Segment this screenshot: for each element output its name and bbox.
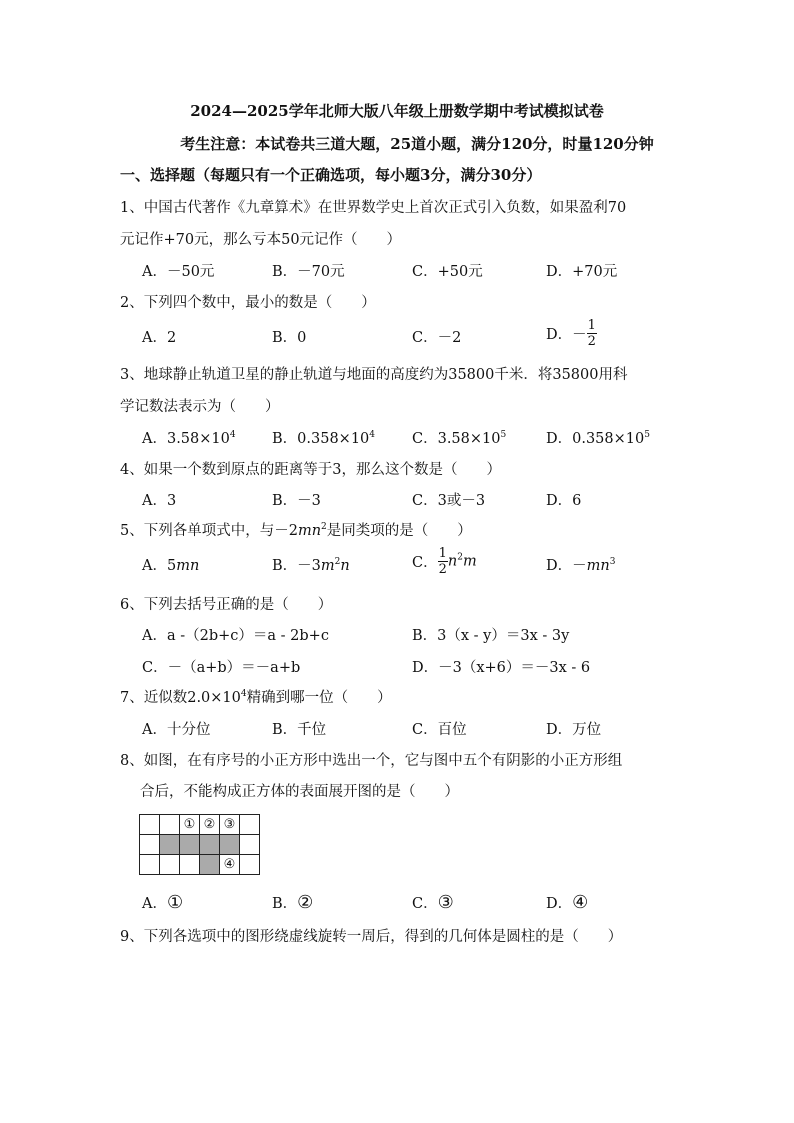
q5-option-b: B．$-3m^2n$ (272, 557, 350, 574)
grid-cell-2: ② (200, 815, 220, 835)
grid-cell-4: ④ (220, 855, 240, 875)
fraction: $\frac{1}{2}$ (587, 318, 596, 349)
q1-option-d: D．+70元 (546, 264, 618, 280)
q3-stem-line1: 3、地球静止轨道卫星的静止轨道与地面的高度约为35800千米．将35800用科 (120, 367, 628, 383)
grid-cell (160, 855, 180, 875)
q5-option-d: D．$-mn^3$ (546, 557, 616, 574)
q4-option-a: A．3 (142, 493, 177, 509)
exam-notice: 考生注意：本试卷共三道大题，25道小题，满分120分，时量120分钟 (180, 135, 654, 153)
grid-cell (140, 855, 160, 875)
q8-figure-grid (139, 814, 260, 875)
q7-option-a: A．十分位 (142, 722, 211, 738)
q5-stem: 5、下列各单项式中，与$-2mn^2$是同类项的是（ ） (120, 522, 472, 539)
q5-option-c: C． $\frac{1}{2}$ $n^2m$ (412, 546, 477, 577)
q5-option-a: A．5mn (142, 558, 200, 574)
q2-option-a: A．2 (142, 330, 177, 346)
q6-option-a: A．a -（2b+c）＝a - 2b+c (142, 628, 329, 644)
grid-cell-3: ③ (220, 815, 240, 835)
grid-cell (180, 855, 200, 875)
q3-stem-line2: 学记数法表示为（ ） (120, 399, 280, 415)
grid-cell-shaded (200, 835, 220, 855)
q4-option-b: B．－3 (272, 493, 321, 509)
grid-cell-shaded (200, 855, 220, 875)
q8-option-b: B．② (272, 892, 314, 913)
grid-cell-shaded (220, 835, 240, 855)
q2-option-b: B．0 (272, 330, 307, 346)
q6-option-b: B．3（x - y）＝3x - 3y (412, 628, 570, 644)
q8-option-c: C．③ (412, 892, 454, 913)
grid-cell (140, 835, 160, 855)
grid-cell (240, 855, 260, 875)
q8-option-d: D．④ (546, 892, 589, 913)
section-heading: 一、选择题（每题只有一个正确选项，每小题3分，满分30分） (120, 166, 542, 184)
q4-option-c: C．3或－3 (412, 493, 486, 509)
q4-option-d: D．6 (546, 493, 582, 509)
q1-option-c: C．+50元 (412, 264, 483, 280)
q6-stem: 6、下列去括号正确的是（ ） (120, 597, 333, 613)
q2-option-d: D．－ $\frac{1}{2}$ (546, 318, 596, 349)
q2-stem: 2、下列四个数中，最小的数是（ ） (120, 295, 376, 311)
q1-option-a: A．－50元 (142, 264, 215, 280)
q9-stem: 9、下列各选项中的图形绕虚线旋转一周后，得到的几何体是圆柱的是（ ） (120, 929, 623, 945)
q8-stem-line1: 8、如图，在有序号的小正方形中选出一个，它与图中五个有阴影的小正方形组 (120, 753, 623, 769)
q7-option-b: B．千位 (272, 722, 327, 738)
q3-option-a: A．$3.58\times 10^4$ (142, 430, 236, 447)
q3-option-c: C．$3.58\times 10^5$ (412, 430, 507, 447)
exam-title: 2024—2025学年北师大版八年级上册数学期中考试模拟试卷 (190, 102, 604, 120)
q7-stem: 7、近似数$2.0\times 10^4$精确到哪一位（ ） (120, 689, 392, 706)
grid-cell-1: ① (180, 815, 200, 835)
q3-option-b: B．$0.358\times 10^4$ (272, 430, 376, 447)
q6-option-c: C．－（a+b）＝－a+b (142, 660, 301, 676)
q8-option-a: A．① (142, 892, 184, 913)
q7-option-d: D．万位 (546, 722, 602, 738)
q1-option-b: B．－70元 (272, 264, 345, 280)
grid-cell (240, 835, 260, 855)
q3-option-d: D．$0.358\times 10^5$ (546, 430, 650, 447)
q6-option-d: D．－3（x+6）＝－3x - 6 (412, 660, 591, 676)
q1-stem-line2: 元记作+70元，那么亏本50元记作（ ） (120, 232, 402, 248)
grid-cell-shaded (160, 835, 180, 855)
q2-option-c: C．－2 (412, 330, 462, 346)
q1-stem-line1: 1、中国古代著作《九章算术》在世界数学史上首次正式引入负数，如果盈利70 (120, 200, 627, 216)
grid-cell (240, 815, 260, 835)
q7-option-c: C．百位 (412, 722, 467, 738)
grid-cell-shaded (180, 835, 200, 855)
grid-cell (160, 815, 180, 835)
q4-stem: 4、如果一个数到原点的距离等于3，那么这个数是（ ） (120, 462, 501, 478)
grid-cell (140, 815, 160, 835)
fraction: $\frac{1}{2}$ (438, 546, 447, 577)
q8-stem-line2: 合后，不能构成正方体的表面展开图的是（ ） (140, 784, 459, 800)
